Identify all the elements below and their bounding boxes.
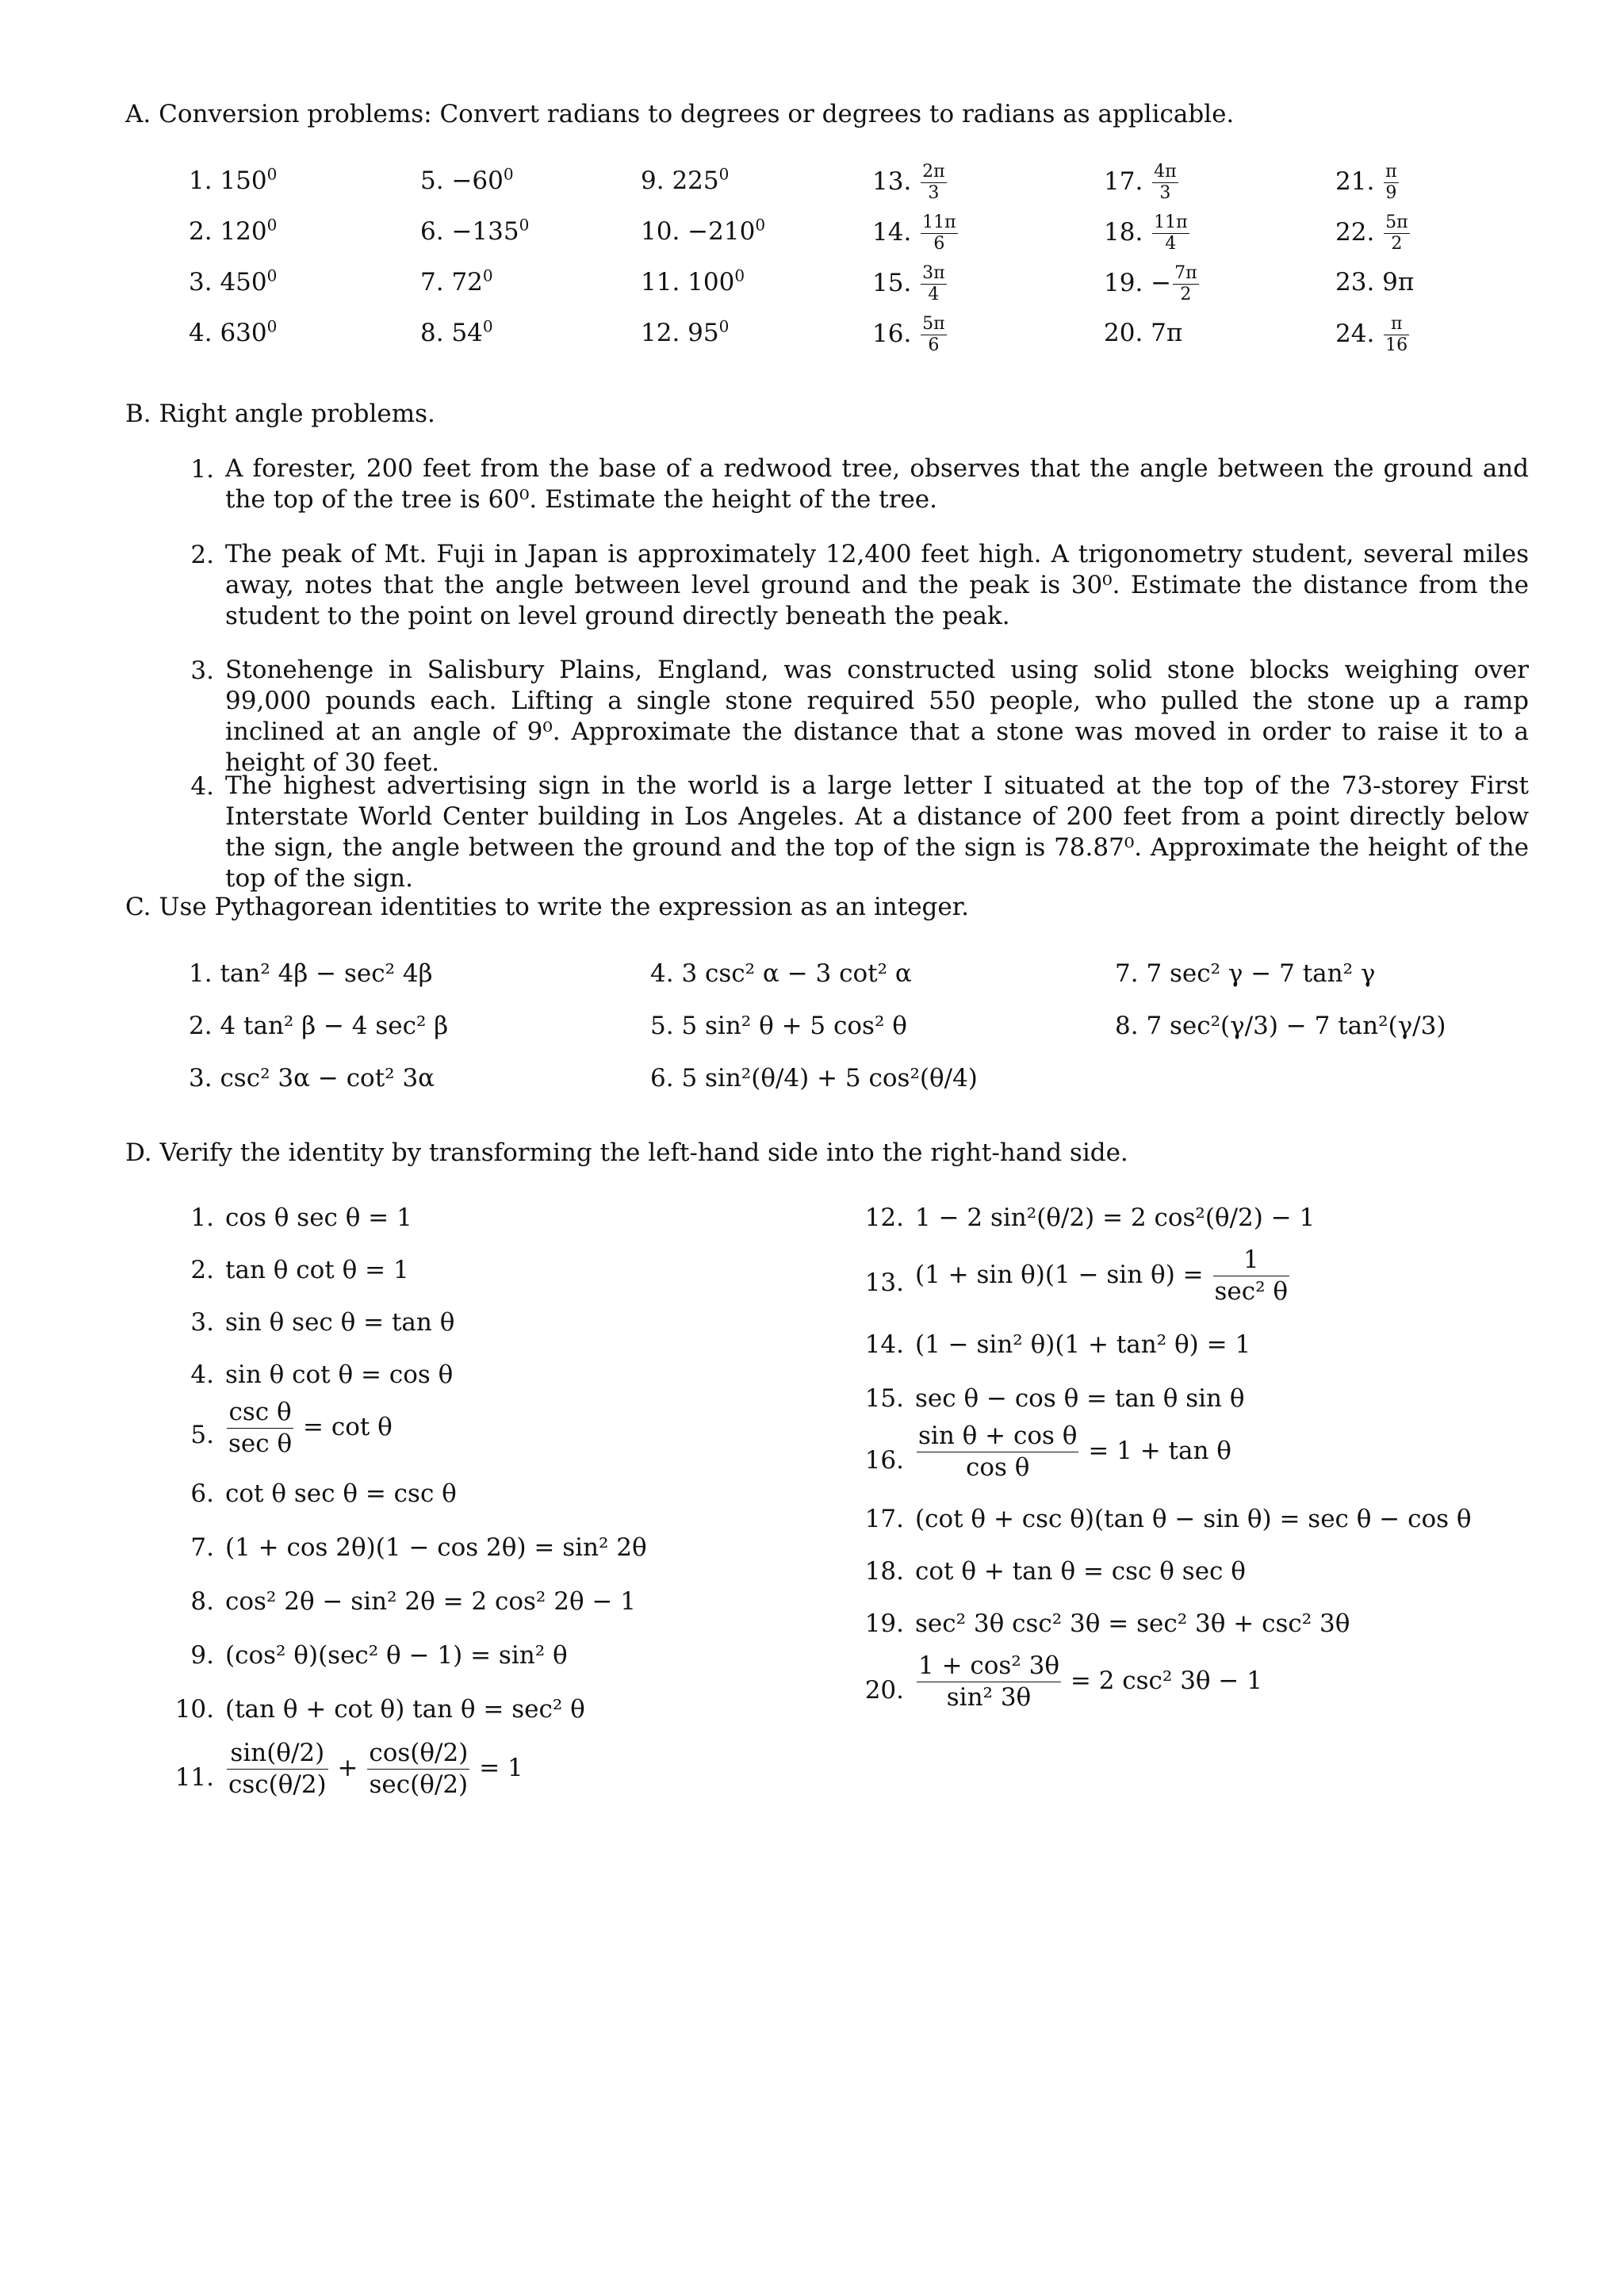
identity: $\frac{\sin(\theta/2)}{\csc(\theta/2)}$ + $\frac{\cos(\theta/2)}{\sec(\theta/2)}$ = 1 bbox=[228, 1739, 523, 1799]
item-number: 19. bbox=[864, 1609, 904, 1638]
list-item: 12. $95^0$ bbox=[641, 316, 730, 347]
list-item: 8. $54^0$ bbox=[420, 316, 493, 347]
item-number: 12. bbox=[864, 1203, 904, 1232]
item-number: 13. bbox=[864, 1269, 904, 1297]
word-problem: Stonehenge in Salisbury Plains, England, was constructed using solid stone blocks weighing over 99,000 pounds each. Lifting a single stone required 550 people, who pulled the stone up a ramp inclined at an angle of 9⁰. Approximate the distance that a stone was moved in order to raise it to a height of 30 feet. bbox=[225, 656, 1529, 777]
list-item: 5. $-60^0$ bbox=[420, 164, 514, 195]
identity: (1 + cos 2θ)(1 − cos 2θ) = sin² 2θ bbox=[225, 1533, 647, 1562]
list-item: 14. $\frac{11\pi}{6}$ bbox=[872, 212, 956, 254]
section-c-heading: C. Use Pythagorean identities to write the expression as an integer. bbox=[125, 893, 969, 921]
item-number: 1. bbox=[190, 1203, 214, 1232]
list-item: 22. $\frac{5\pi}{2}$ bbox=[1335, 212, 1408, 254]
list-item: 10. $-210^0$ bbox=[641, 215, 766, 246]
identity: (tan θ + cot θ) tan θ = sec² θ bbox=[225, 1695, 585, 1724]
item-number: 6. bbox=[190, 1479, 214, 1508]
identity: (cos² θ)(sec² θ − 1) = sin² θ bbox=[225, 1641, 568, 1670]
word-problem: The highest advertising sign in the world is a large letter I situated at the top of the 73-storey First Interstate World Center building in Los Angeles. At a distance of 200 feet from a point directly below the sign, the angle between the ground and the top of the sign is 78.87⁰. Approximate the height of the top of the sign. bbox=[225, 771, 1529, 893]
identity: sec² 3θ csc² 3θ = sec² 3θ + csc² 3θ bbox=[915, 1609, 1350, 1638]
item-number: 4. bbox=[190, 772, 214, 801]
item-number: 15. bbox=[864, 1384, 904, 1413]
identity: cot θ + tan θ = csc θ sec θ bbox=[915, 1557, 1246, 1586]
identity: (1 + sin θ)(1 − sin θ) = $\frac{1}{\text{sec² θ}}$ bbox=[915, 1246, 1289, 1306]
section-d-heading: D. Verify the identity by transforming the left-hand side into the right-hand side. bbox=[125, 1138, 1128, 1167]
list-item: 7. $72^0$ bbox=[420, 266, 493, 297]
list-item: 1. $150^0$ bbox=[189, 164, 278, 195]
section-b-heading: B. Right angle problems. bbox=[125, 400, 435, 428]
list-item: 7. 7 sec² γ − 7 tan² γ bbox=[1115, 959, 1376, 988]
list-item: 5. 5 sin² θ + 5 cos² θ bbox=[650, 1012, 907, 1040]
word-problem: A forester, 200 feet from the base of a redwood tree, observes that the angle between the ground and the top of the tree is 60⁰. Estimate the height of the tree. bbox=[225, 454, 1529, 514]
list-item: 6. 5 sin²(θ/4) + 5 cos²(θ/4) bbox=[650, 1064, 978, 1093]
identity: (cot θ + csc θ)(tan θ − sin θ) = sec θ − cos θ bbox=[915, 1505, 1472, 1533]
item-number: 7. bbox=[190, 1533, 214, 1562]
list-item: 8. 7 sec²(γ/3) − 7 tan²(γ/3) bbox=[1115, 1012, 1446, 1040]
item-number: 1. bbox=[190, 455, 214, 484]
item-number: 9. bbox=[190, 1641, 214, 1670]
item-number: 4. bbox=[190, 1360, 214, 1389]
list-item: 3. csc² 3α − cot² 3α bbox=[189, 1064, 435, 1093]
identity: sin θ cot θ = cos θ bbox=[225, 1360, 454, 1389]
list-item: 6. $-135^0$ bbox=[420, 215, 530, 246]
identity: cot θ sec θ = csc θ bbox=[225, 1479, 457, 1508]
identity: $\frac{\text{sin θ + cos θ}}{\text{cos θ}}$ = 1 + tan θ bbox=[918, 1422, 1231, 1482]
list-item: 17. $\frac{4\pi}{3}$ bbox=[1104, 162, 1177, 203]
item-number: 2. bbox=[190, 1256, 214, 1284]
list-item: 3. $450^0$ bbox=[189, 266, 278, 297]
identity: sec θ − cos θ = tan θ sin θ bbox=[915, 1384, 1245, 1413]
list-item: 15. $\frac{3\pi}{4}$ bbox=[872, 263, 945, 304]
list-item: 1. tan² 4β − sec² 4β bbox=[189, 959, 433, 988]
item-number: 11. bbox=[174, 1763, 214, 1792]
identity: cos θ sec θ = 1 bbox=[225, 1203, 412, 1232]
list-item: 16. $\frac{5\pi}{6}$ bbox=[872, 314, 945, 355]
identity: cos² 2θ − sin² 2θ = 2 cos² 2θ − 1 bbox=[225, 1587, 637, 1616]
item-number: 3. bbox=[190, 656, 214, 685]
item-number: 18. bbox=[864, 1557, 904, 1586]
list-item: 19. − $\frac{7\pi}{2}$ bbox=[1104, 263, 1197, 304]
item-number: 20. bbox=[864, 1676, 904, 1705]
item-number: 5. bbox=[190, 1421, 214, 1449]
list-item: 18. $\frac{11\pi}{4}$ bbox=[1104, 212, 1188, 254]
list-item: 2. 4 tan² β − 4 sec² β bbox=[189, 1012, 449, 1040]
list-item: 4. 3 csc² α − 3 cot² α bbox=[650, 959, 912, 988]
identity: $\frac{\text{csc θ}}{\text{sec θ}}$ = cot θ bbox=[228, 1398, 393, 1458]
item-number: 16. bbox=[864, 1446, 904, 1475]
word-problem: The peak of Mt. Fuji in Japan is approximately 12,400 feet high. A trigonometry student, several miles away, notes that the angle between level ground and the peak is 30⁰. Estimate the distance from the student to the point on level ground directly beneath the peak. bbox=[225, 540, 1529, 630]
item-number: 14. bbox=[864, 1330, 904, 1359]
item-number: 10. bbox=[174, 1695, 214, 1724]
identity: sin θ sec θ = tan θ bbox=[225, 1308, 455, 1337]
list-item: 24. $\frac{\pi}{16}$ bbox=[1335, 314, 1408, 355]
identity: 1 − 2 sin²(θ/2) = 2 cos²(θ/2) − 1 bbox=[915, 1203, 1316, 1232]
item-number: 2. bbox=[190, 541, 214, 569]
list-item: 20. 7π bbox=[1104, 319, 1183, 347]
section-a-heading: A. Conversion problems: Convert radians to degrees or degrees to radians as applicable. bbox=[125, 100, 1235, 128]
item-number: 17. bbox=[864, 1505, 904, 1533]
item-number: 8. bbox=[190, 1587, 214, 1616]
identity: tan θ cot θ = 1 bbox=[225, 1256, 409, 1284]
list-item: 2. $120^0$ bbox=[189, 215, 278, 246]
item-number: 3. bbox=[190, 1308, 214, 1337]
identity: (1 − sin² θ)(1 + tan² θ) = 1 bbox=[915, 1330, 1251, 1359]
list-item: 21. $\frac{\pi}{9}$ bbox=[1335, 162, 1397, 203]
list-item: 23. 9π bbox=[1335, 268, 1415, 297]
list-item: 4. $630^0$ bbox=[189, 316, 278, 347]
list-item: 9. $225^0$ bbox=[641, 164, 730, 195]
identity: $\frac{\text{1 + cos² 3θ}}{\text{sin² 3θ}}$ = 2 csc² 3θ − 1 bbox=[918, 1651, 1262, 1712]
list-item: 13. $\frac{2\pi}{3}$ bbox=[872, 162, 945, 203]
list-item: 11. $100^0$ bbox=[641, 266, 745, 297]
